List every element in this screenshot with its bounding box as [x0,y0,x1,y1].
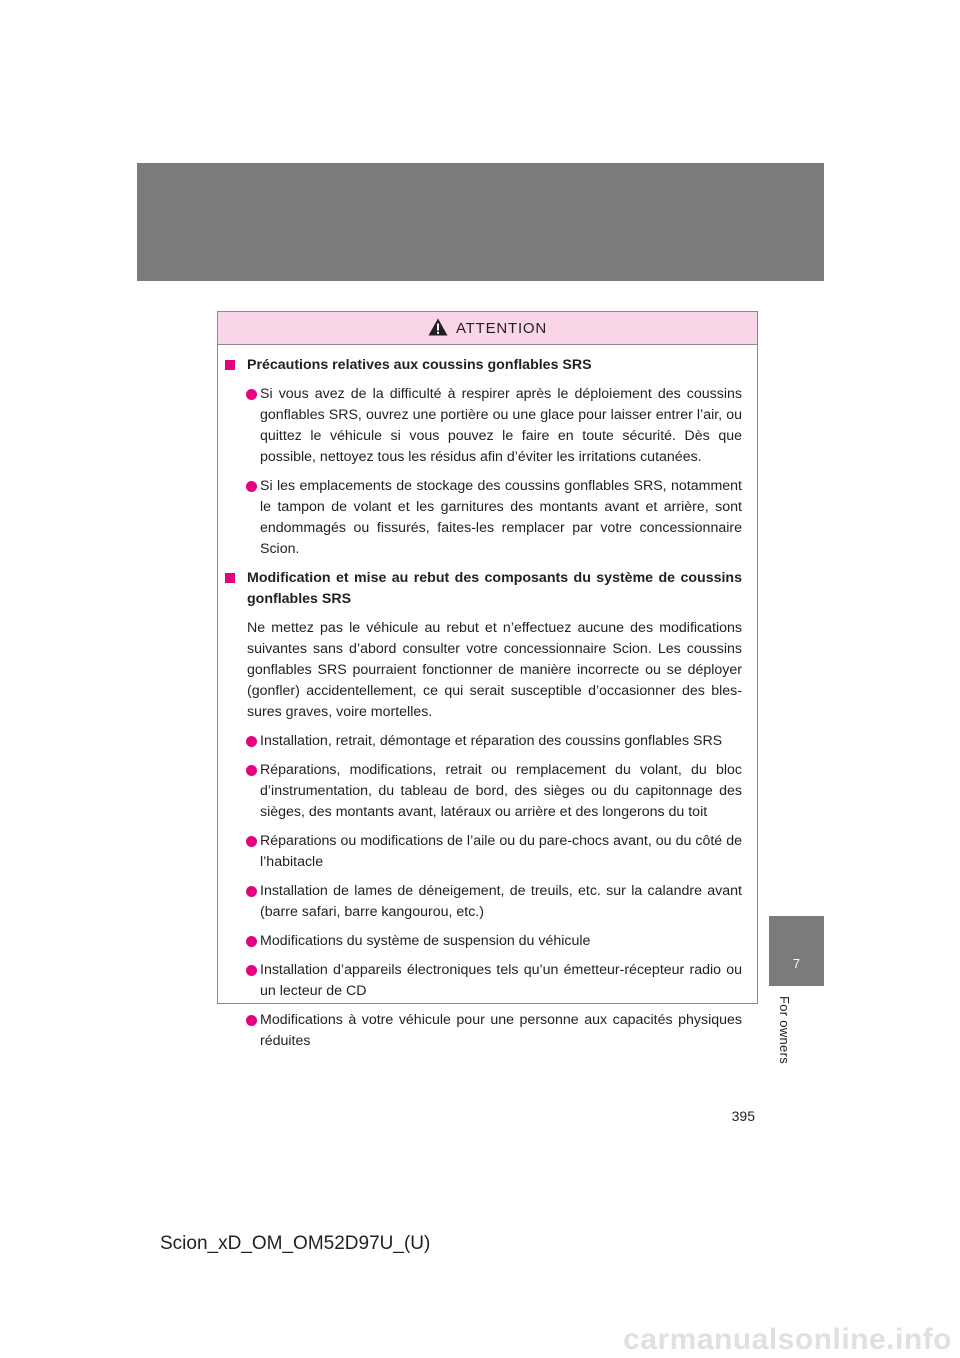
list-item: Installation de lames de déneigement, de treuils, etc. sur la calandre avant (barre safari, barre kangourou, etc.) [225,881,742,923]
warning-triangle-icon [428,318,448,336]
circle-bullet-icon [246,736,257,747]
circle-bullet-icon [246,1015,257,1026]
list-item: Modifications du système de suspension du véhicule [225,931,742,952]
square-bullet-icon [225,360,235,370]
list-item: Modifications à votre véhicule pour une personne aux capacités physiques réduites [225,1010,742,1052]
list-item: Installation d’appareils électroniques tels qu’un émetteur-récepteur radio ou un lecteur de CD [225,960,742,1002]
list-item: Si vous avez de la difficulté à respirer après le déploiement des coussins gonflables SRS, ouvrez une portière ou une glace pour laisser entrer l’air, ou quittez le véhicule si vous pouvez le faire en toute sécurité. Dès que possible, nettoyez tous les résidus afin d’éviter les irritations cutanées. [225,384,742,468]
chapter-tab [769,916,824,986]
circle-bullet-icon [246,836,257,847]
caution-body [218,345,757,1052]
circle-bullet-icon [246,965,257,976]
watermark: carmanualsonline.info [623,1323,952,1356]
chapter-label: For owners [777,996,792,1065]
circle-bullet-icon [246,936,257,947]
list-item: Réparations ou modifications de l’aile ou du pare-chocs avant, ou du côté de l’habitacle [225,831,742,873]
section-heading: Modification et mise au rebut des composants du système de coussins gonflables SRS [225,568,742,610]
document-code: Scion_xD_OM_OM52D97U_(U) [160,1233,431,1254]
circle-bullet-icon [246,389,257,400]
caution-header [218,312,757,345]
circle-bullet-icon [246,765,257,776]
section-heading: Précautions relatives aux coussins gonflables SRS [225,355,742,376]
list-item: Réparations, modifications, retrait ou remplacement du volant, du bloc d’instrumentation, du tableau de bord, des sièges ou du capitonnage des sièges, des montants avant, latéraux ou arrière et des longerons du toit [225,760,742,823]
section-paragraph: Ne mettez pas le véhicule au rebut et n’effectuez aucune des modifications suivantes sans d’abord consulter votre concessionnaire Scion. Les coussins gonflables SRS pourraient fonctionner de manière incorrecte ou se déployer (gonfler) accidentellement, ce qui serait susceptible d’occasionner des bles-sures graves, voire mortelles. [247,620,742,720]
caution-box [217,311,758,1049]
chapter-number: 7 [792,956,801,971]
list-item: Si les emplacements de stockage des coussins gonflables SRS, notamment le tampon de volant et les garnitures des montants avant et arrière, sont endommagés ou fissurés, faites-les remplacer par votre concessionnaire Scion. [225,476,742,560]
page-number: 395 [731,1108,755,1124]
circle-bullet-icon [246,886,257,897]
list-item: Installation, retrait, démontage et réparation des coussins gonflables SRS [225,731,742,752]
circle-bullet-icon [246,481,257,492]
header-band [137,163,824,281]
caution-title: ATTENTION [455,319,548,337]
square-bullet-icon [225,573,235,583]
